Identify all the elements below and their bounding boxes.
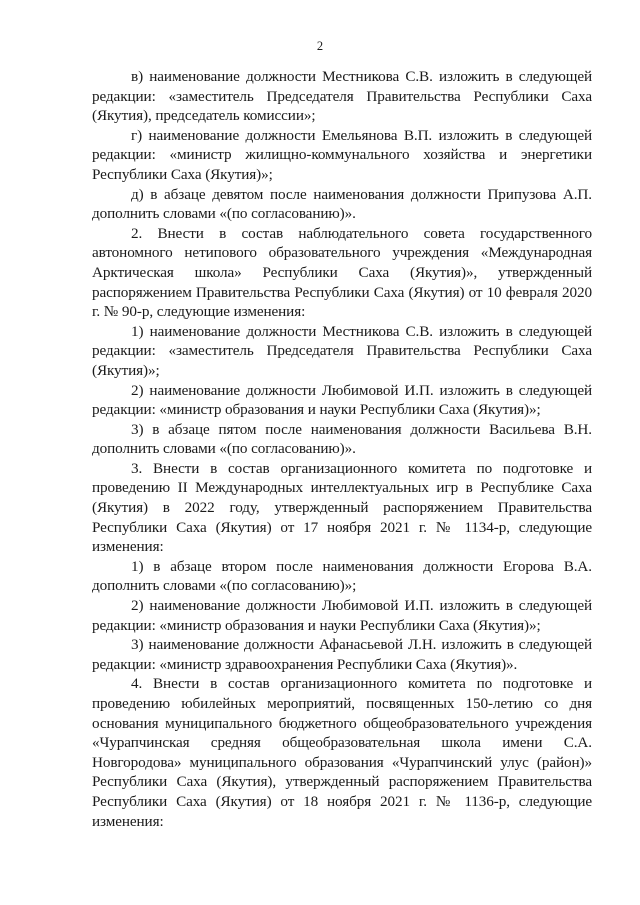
paragraph-section-3-item-2: 2) наименование должности Любимовой И.П. изложить в следующей редакции: «министр образования и науки Республики Саха (Якутия)»; [92,597,592,634]
paragraph-section-4: 4. Внести в состав организационного комитета по подготовке и проведению юбилейных мероприятий, посвященных 150-летию со дня основания муниципального бюджетного общеобразовательного учреждения «Чурапчинская средняя общеобразовательная школа имени С.А. Новгородова» муниципального образования «Чурапчинский улус (район)» Республики Саха (Якутия), утвержденный распоряжением Правительства Республики Саха (Якутия) от 18 ноября 2021 г. № 1136-р, следующие изменения: [92,675,592,830]
paragraph-section-2: 2. Внести в состав наблюдательного совета государственного автономного нетипового образовательного учреждения «Международная Арктическая школа» Республики Саха (Якутия)», утвержденный распоряжением Правительства Республики Саха (Якутия) от 10 февраля 2020 г. № 90-р, следующие изменения: [92,224,592,321]
paragraph-section-3-item-1: 1) в абзаце втором после наименования должности Егорова В.А. дополнить словами «(по согласованию)»; [92,557,592,595]
paragraph-section-3-item-3: 3) наименование должности Афанасьевой Л.Н. изложить в следующей редакции: «министр здравоохранения Республики Саха (Якутия)». [92,636,592,673]
page-number: 2 [316,39,324,53]
paragraph-item-v: в) наименование должности Местникова С.В. изложить в следующей редакции: «заместитель Председателя Правительства Республики Саха (Якутия), председатель комиссии»; [92,68,592,125]
paragraph-item-d: д) в абзаце девятом после наименования должности Припузова А.П. дополнить словами «(по согласованию)». [92,185,592,223]
paragraph-section-2-item-1: 1) наименование должности Местникова С.В. изложить в следующей редакции: «заместитель Председателя Правительства Республики Саха (Якутия)»; [92,322,592,379]
paragraph-section-2-item-2: 2) наименование должности Любимовой И.П. изложить в следующей редакции: «министр образования и науки Республики Саха (Якутия)»; [92,381,592,419]
paragraph-section-2-item-3: 3) в абзаце пятом после наименования должности Васильева В.Н. дополнить словами «(по согласованию)». [92,420,592,458]
document-body [92,67,592,831]
paragraph-section-3: 3. Внести в состав организационного комитета по подготовке и проведению II Международных интеллектуальных игр в Республике Саха (Якутия) в 2022 году, утвержденный распоряжением Правительства Республики Саха (Якутия) от 17 ноября 2021 г. № 1134-р, следующие изменения: [92,459,592,556]
paragraph-item-g: г) наименование должности Емельянова В.П. изложить в следующей редакции: «министр жилищно-коммунального хозяйства и энергетики Республики Саха (Якутия)»; [92,126,592,183]
